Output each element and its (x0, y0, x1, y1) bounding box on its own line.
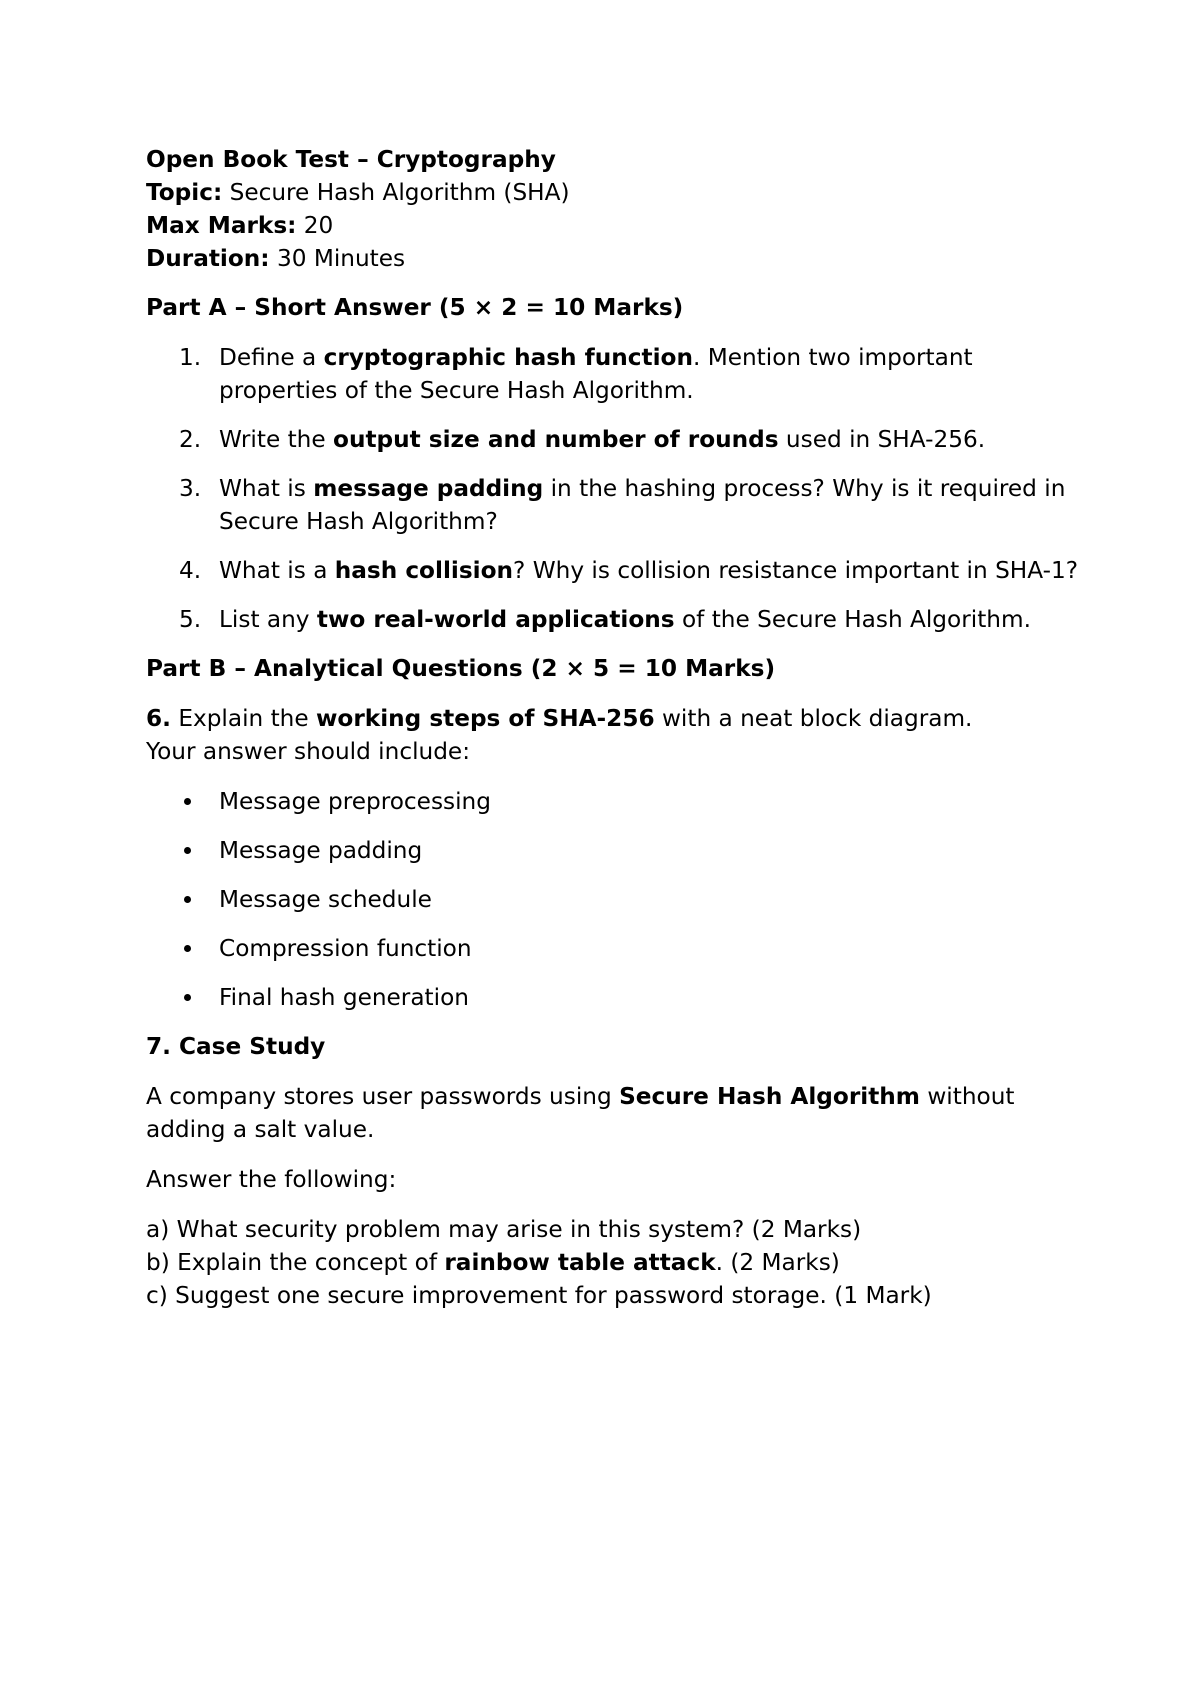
case-study-paragraph: A company stores user passwords using Secure Hash Algorithm without adding a salt value. (146, 1083, 1015, 1143)
list-item: Message padding (146, 834, 1086, 867)
bullet-icon (184, 847, 191, 854)
bullet-icon (184, 945, 191, 952)
question-6: 6. Explain the working steps of SHA-256 with a neat block diagram. (146, 705, 973, 732)
part-b-heading: Part B – Analytical Questions (2 × 5 = 10 Marks) (146, 655, 776, 682)
list-item: Message schedule (146, 883, 1086, 916)
case-study-part-a: a) What security problem may arise in this system? (2 Marks) (146, 1216, 862, 1243)
bullet-icon (184, 896, 191, 903)
question-6-instruction: Your answer should include: (146, 738, 471, 765)
list-item: Compression function (146, 932, 1086, 965)
list-item: 4. What is a hash collision? Why is collision resistance important in SHA-1? (179, 557, 1078, 584)
bullet-icon (184, 798, 191, 805)
duration-line: Duration: 30 Minutes (146, 245, 406, 272)
q6-bullet-list (146, 785, 1086, 1014)
max-marks-line: Max Marks: 20 (146, 212, 334, 239)
case-study-part-b: b) Explain the concept of rainbow table attack. (2 Marks) (146, 1249, 840, 1276)
document-page (146, 143, 1086, 1312)
doc-title: Open Book Test – Cryptography (146, 146, 556, 173)
bullet-icon (184, 994, 191, 1001)
list-item: 3. What is message padding in the hashing process? Why is it required in Secure Hash Algorithm? (179, 475, 1066, 535)
list-item: 2. Write the output size and number of rounds used in SHA-256. (179, 426, 986, 453)
list-item: Message preprocessing (146, 785, 1086, 818)
topic-line: Topic: Secure Hash Algorithm (SHA) (146, 179, 570, 206)
list-item: 5. List any two real-world applications of the Secure Hash Algorithm. (179, 606, 1031, 633)
list-item: 1. Define a cryptographic hash function. Mention two important properties of the Secure Hash Algorithm. (179, 344, 973, 404)
part-a-question-list (146, 341, 1086, 636)
case-study-heading: 7. Case Study (146, 1033, 326, 1060)
list-item: Final hash generation (146, 981, 1086, 1014)
part-a-heading: Part A – Short Answer (5 × 2 = 10 Marks) (146, 294, 684, 321)
case-study-part-c: c) Suggest one secure improvement for password storage. (1 Mark) (146, 1282, 932, 1309)
case-study-prompt: Answer the following: (146, 1166, 397, 1193)
